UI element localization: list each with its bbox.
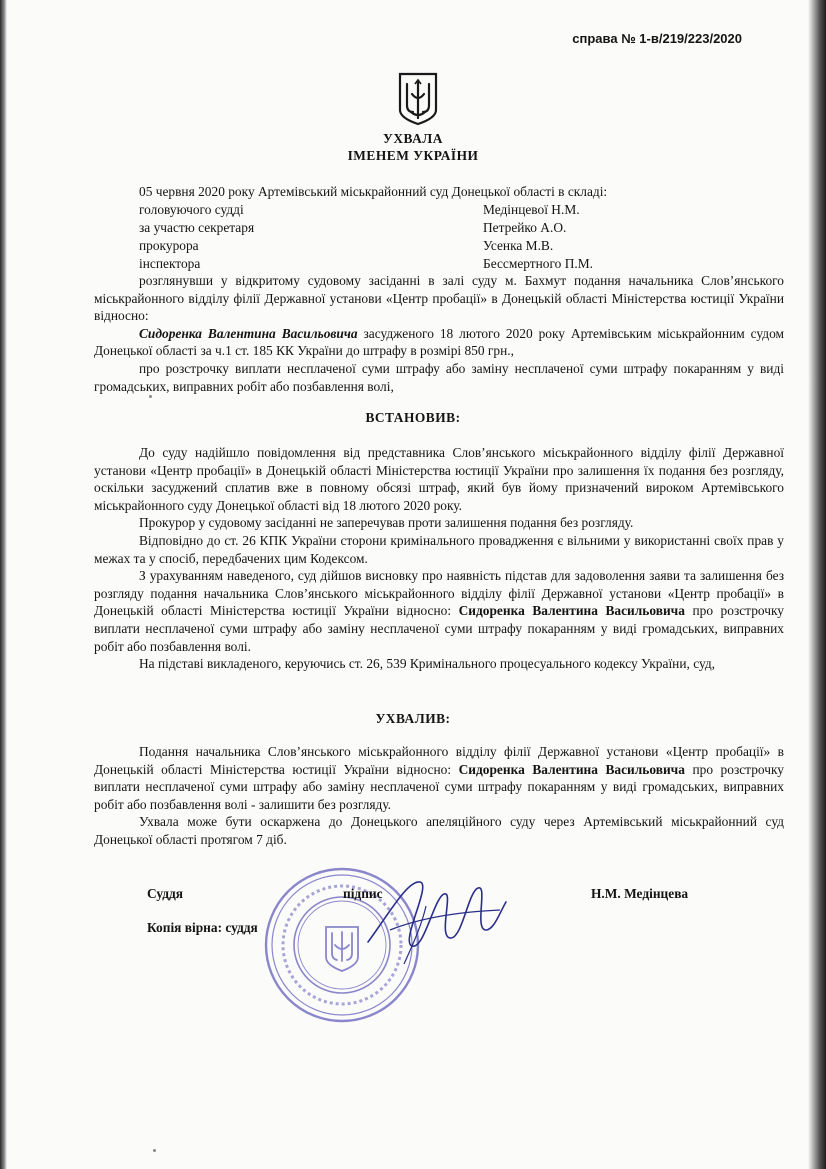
copy-certified-label: Копія вірна: суддя [147, 920, 258, 935]
paragraph-text: про розстрочку виплати несплаченої суми штрафу або заміну несплаченої суми штрафу покаранням у виді громадських, виправних робіт або позбавлення волі. [94, 603, 784, 654]
preamble-paragraph: розглянувши у відкритому судовому засіданні в залі суду м. Бахмут подання начальника Слов’янського міськрайонного відділу філії Державної установи «Центр пробації» в Донецькій області Міністерства юстиції України відносно: [94, 273, 784, 324]
signature-label: підпис [343, 886, 383, 901]
ruled-paragraph: Ухвала може бути оскаржена до Донецького апеляційного суду через Артемівський міськрайонний суд Донецької області протягом 7 діб. [94, 814, 784, 847]
established-paragraph [94, 567, 784, 655]
scan-edge-left [0, 0, 7, 1169]
ruled-paragraph [94, 743, 784, 813]
paragraph-text: Подання начальника Слов’янського міськрайонного відділу філії Державної установи «Центр пробації» в Донецькій області Міністерства юстиції України відносно: [94, 744, 784, 777]
section-established [94, 444, 784, 673]
composition-name: Бессмертного П.М. [483, 256, 593, 271]
convicted-person-name: Сидоренка Валентина Васильовича [458, 603, 685, 619]
judge-name: Н.М. Медінцева [591, 886, 689, 901]
convicted-person-name: Сидоренка Валентина Васильовича [458, 761, 685, 777]
established-paragraph: Відповідно до ст. 26 КПК України сторони кримінального провадження є вільними у використанні своїх прав у межах та у спосіб, передбачених цим Кодексом. [94, 532, 784, 566]
scan-edge-right [808, 0, 826, 1169]
preamble-convicted [94, 325, 784, 360]
paragraph-text: З урахуванням наведеного, суд дійшов висновку про наявність підстав для задоволення заяви та залишення без розгляду подання начальника Слов’янського міськрайонного відділу філії Державної установи «Центр пробації» в Донецькій області Міністерства юстиції України відносно: [94, 568, 784, 619]
composition-role: головуючого судді [139, 202, 244, 217]
section-heading-established: ВСТАНОВИВ: [365, 410, 461, 425]
preamble-subject: про розстрочку виплати несплаченої суми штрафу або заміну несплаченої суми штрафу покаранням у виді громадських, виправних робіт або позбавлення волі, [94, 360, 784, 394]
convicted-person-name: Сидоренка Валентина Васильовича [139, 325, 358, 341]
intro-line: 05 червня 2020 року Артемівський міськрайонний суд Донецької області в складі: [139, 184, 608, 199]
scan-speck [149, 395, 152, 398]
paragraph-text: про розстрочку виплати несплаченої суми штрафу або заміну несплаченої суми штрафу покаранням у виді громадських, виправних робіт або позбавлення волі - залишити без розгляду. [94, 761, 784, 812]
case-number: справа № 1-в/219/223/2020 [572, 31, 742, 46]
judge-label: Суддя [147, 886, 183, 901]
composition-role: прокурора [139, 238, 199, 253]
section-ruled [94, 743, 784, 849]
conviction-details: засудженого 18 лютого 2020 року Артемівським міськрайонним судом Донецької області за ч.1 ст. 185 КК України до штрафу в розмірі 850 грн., [94, 325, 784, 359]
document-subtitle: ІМЕНЕМ УКРАЇНИ [347, 148, 479, 163]
preamble [94, 272, 784, 395]
document-title: УХВАЛА [383, 131, 443, 146]
trident-coat-of-arms-icon [398, 72, 438, 126]
composition-name: Петрейко А.О. [483, 220, 567, 235]
established-paragraph: До суду надійшло повідомлення від представника Слов’янського міськрайонного відділу філії Державної установи «Центр пробації» в Донецькій області Міністерства юстиції України про залишення їх подання без розгляду, оскільки засуджений сплатив вже в повному обсязі штраф, який був йому призначений вироком Артемівського міськрайонного суду Донецької області від 18 лютого 2020 року. [94, 445, 784, 513]
composition-name: Усенка М.В. [483, 238, 554, 253]
section-heading-ruled: УХВАЛИВ: [375, 711, 451, 726]
scan-speck [153, 1149, 156, 1152]
established-paragraph: Прокурор у судовому засіданні не заперечував проти залишення подання без розгляду. [139, 515, 634, 531]
composition-name: Медінцевої Н.М. [483, 202, 580, 217]
composition-role: інспектора [139, 256, 201, 271]
established-paragraph: На підставі викладеного, керуючись ст. 26, 539 Кримінального процесуального кодексу України, суд, [139, 656, 715, 672]
composition-role: за участю секретаря [139, 220, 255, 235]
